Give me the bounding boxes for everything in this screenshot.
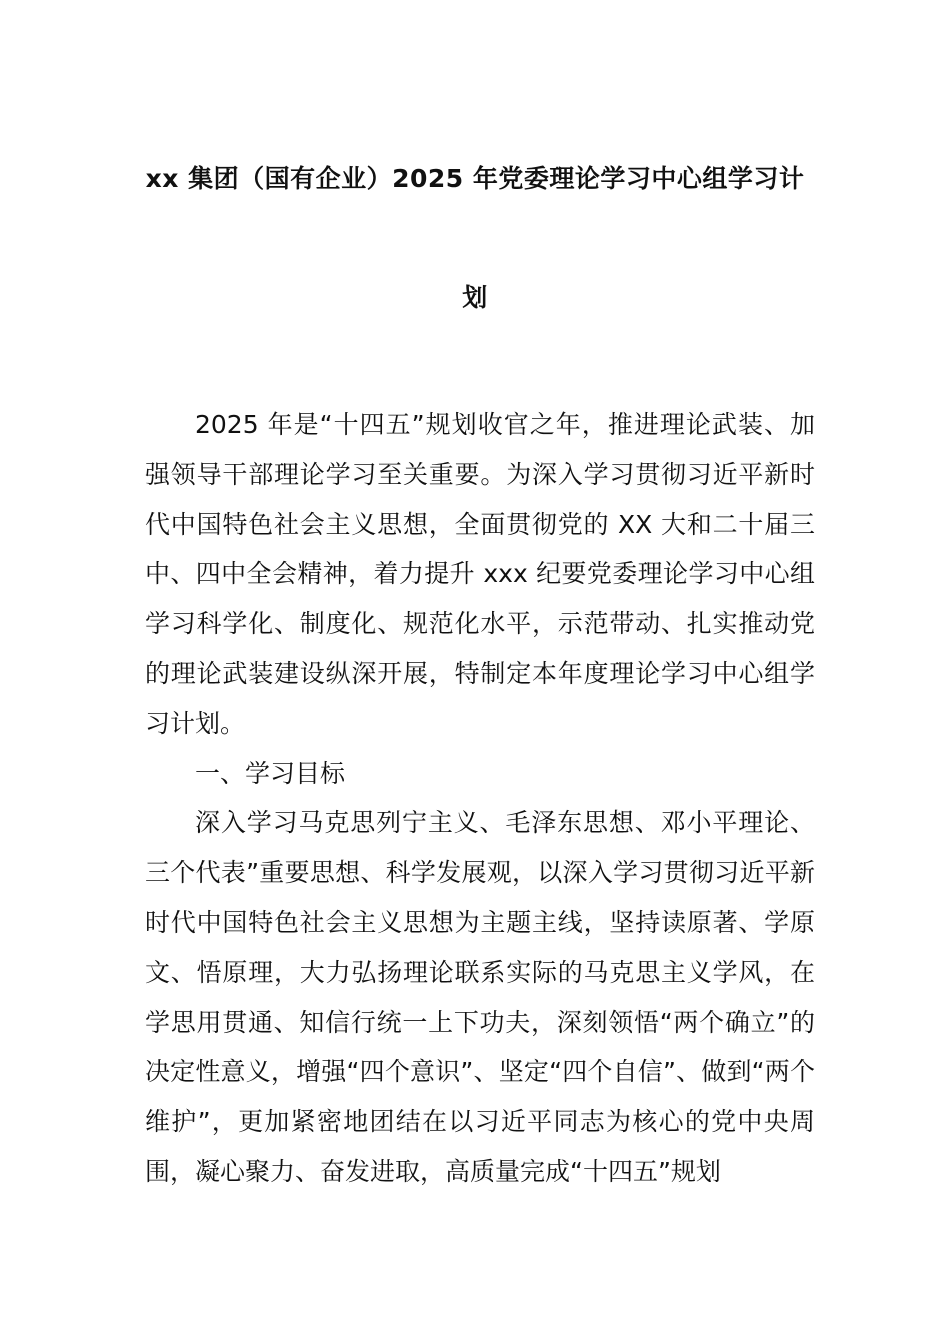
intro-paragraph: 2025 年是“十四五”规划收官之年，推进理论武装、加强领导干部理论学习至关重要。为深入学习贯彻习近平新时代中国特色社会主义思想，全面贯彻党的 XX 大和二十届三中、四中全会精神，着力提升 xxx 纪要党委理论学习中心组学习科学化、制度化、规范化水平，示范带动、扎实推动党的理论武装建设纵深开展，特制定本年度理论学习中心组学习计划。 (145, 410, 815, 738)
document-body (145, 400, 815, 1197)
document-title-line-1: xx 集团（国有企业）2025 年党委理论学习中心组学习计 (145, 164, 805, 193)
learning-goals-paragraph: 深入学习马克思列宁主义、毛泽东思想、邓小平理论、三个代表”重要思想、科学发展观，以深入学习贯彻习近平新时代中国特色社会主义思想为主题主线，坚持读原著、学原文、悟原理，大力弘扬理论联系实际的马克思主义学风，在学思用贯通、知信行统一上下功夫，深刻领悟“两个确立”的决定性意义，增强“四个意识”、坚定“四个自信”、做到“两个维护”，更加紧密地团结在以习近平同志为核心的党中央周围，凝心聚力、奋发进取，高质量完成“十四五”规划 (145, 808, 815, 1186)
section-heading-learning-goals: 一、学习目标 (195, 758, 346, 788)
document-title-line-2: 划 (462, 283, 488, 312)
